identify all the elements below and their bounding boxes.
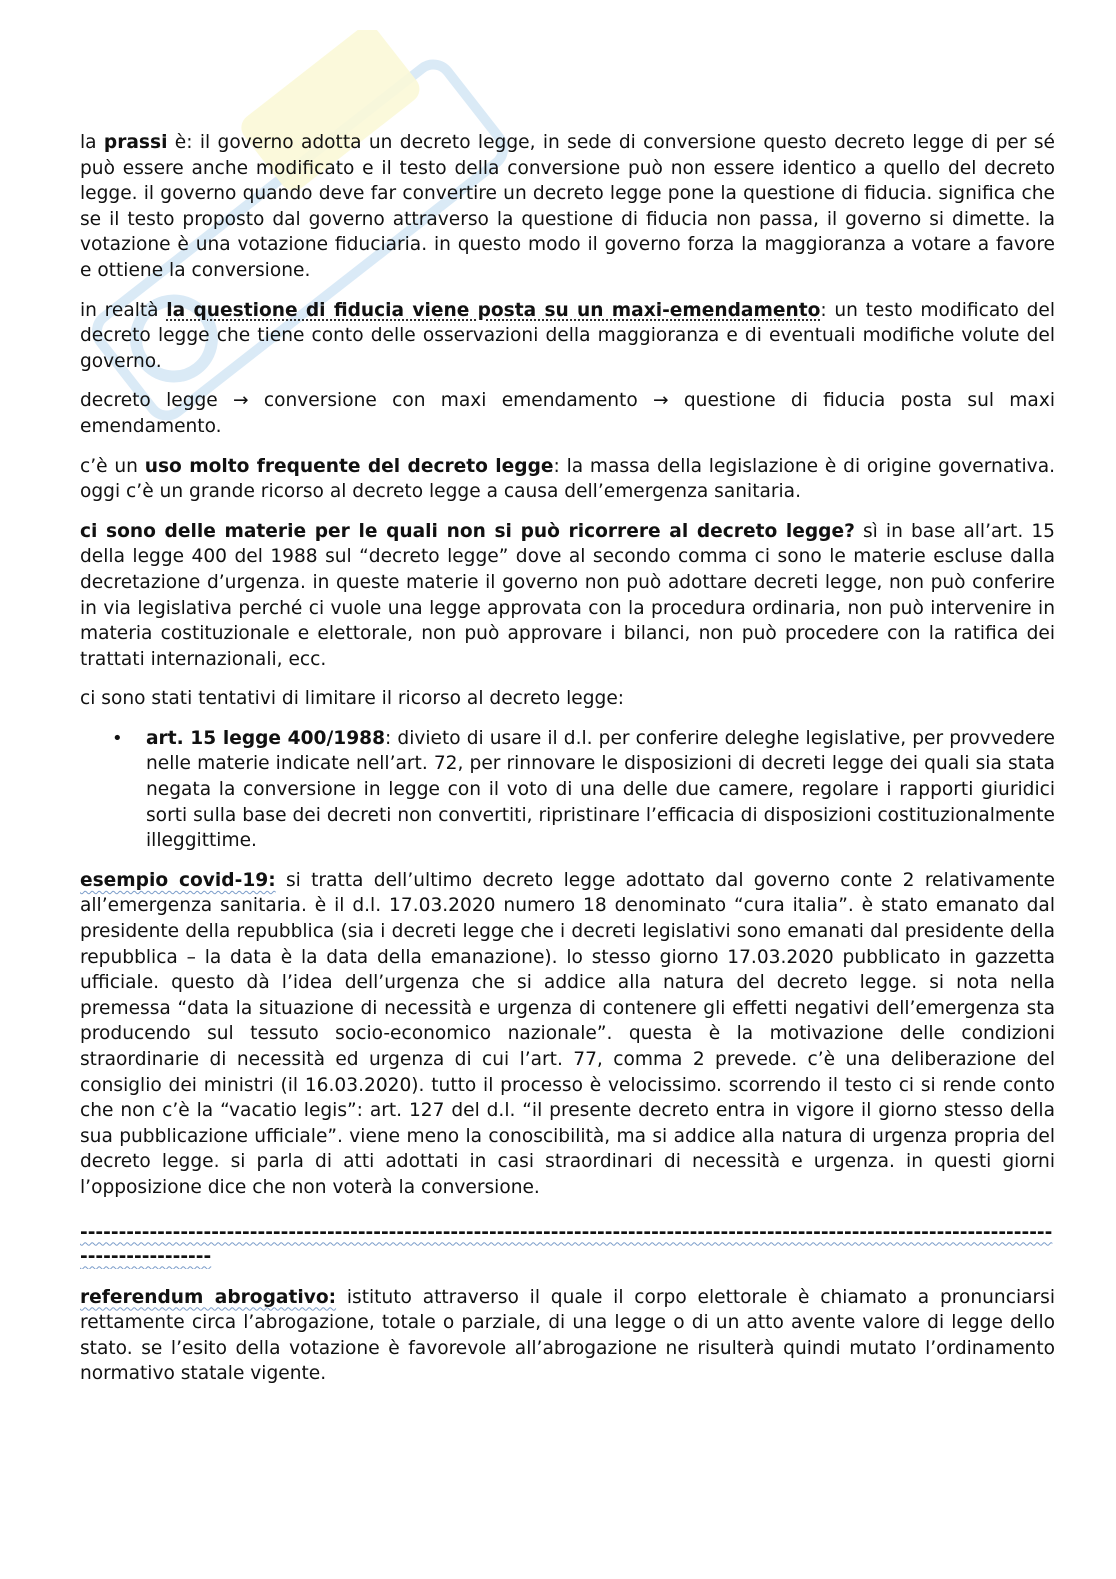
paragraph-tentativi — [80, 686, 1055, 712]
paragraph-referendum — [80, 1285, 1055, 1387]
bold-term-esempio-covid: esempio covid-19: — [80, 869, 276, 891]
text: : la massa della legislazione è di origine governativa. oggi c’è un grande ricorso al decreto legge a causa dell’emergenza sanitaria. — [80, 455, 1055, 503]
paragraph-prassi — [80, 130, 1055, 284]
bold-term-prassi: prassi — [103, 132, 168, 153]
text: c’è un — [80, 455, 145, 477]
separator-line: ----------------------------------------------------------------------------------------------------------------------------------------------- — [80, 1221, 1053, 1267]
bold-term-uso-frequente: uso molto frequente del decreto legge — [144, 455, 554, 477]
text: in realtà — [80, 299, 167, 321]
bullet-list — [80, 726, 1055, 854]
list-item — [80, 726, 1055, 854]
paragraph-uso-frequente — [80, 454, 1055, 505]
text: istituto attraverso il quale il corpo elettorale è chiamato a pronunciarsi rettamente circa l’abrogazione, totale o parziale, di una legge o di un atto avente valore di legge dello stato. se l’esito della votazione è favorevole all’abrogazione ne risulterà quindi mutato l’ordinamento normativo statale vigente. — [80, 1286, 1056, 1385]
text: decreto legge → conversione con maxi emendamento → questione di fiducia posta sul maxi emendamento. — [80, 390, 1055, 437]
text: ci sono stati tentativi di limitare il ricorso al decreto legge: — [80, 688, 625, 710]
text: : divieto di usare il d.l. per conferire deleghe legislative, per provvedere nelle materie indicate nell’art. 72, per rinnovare le disposizioni di decreti legge dei quali sia stata negata la conversione in legge con il voto di una delle due camere, regolare i rapporti giuridici sorti sulla base dei decreti non convertiti, ripristinare l’efficacia di disposizioni costituzionalmente illeggittime. — [146, 727, 1055, 852]
text: : un testo modificato del decreto legge che tiene conto delle osservazioni della maggioranza e di eventuali modifiche volute del governo. — [80, 299, 1055, 372]
bold-term-questione-di-fiducia: la questione di fiducia viene posta su un maxi-emendamento — [166, 299, 821, 321]
bullet-icon: • — [112, 727, 123, 749]
text: la — [80, 132, 104, 153]
bold-term-art15: art. 15 legge 400/1988 — [146, 727, 386, 749]
document-page — [80, 130, 1055, 1401]
paragraph-materie — [80, 519, 1055, 673]
paragraph-flow — [80, 388, 1055, 439]
paragraph-esempio-covid — [80, 868, 1055, 1201]
paragraph-maxi-emendamento — [80, 298, 1055, 375]
text: sì in base all’art. 15 della legge 400 del 1988 sul “decreto legge” dove al secondo comma ci sono le materie escluse dalla decretazione d’urgenza. in queste materie il governo non può adottare decreti legge, non può conferire in via legislativa perché ci vuole una legge approvata con la procedura ordinaria, non può intervenire in materia costituzionale e elettorale, non può approvare i bilanci, non può procedere con la ratifica dei trattati internazionali, ecc. — [80, 520, 1055, 670]
text: si tratta dell’ultimo decreto legge adottato dal governo conte 2 relativamente all’emergenza sanitaria. è il d.l. 17.03.2020 numero 18 denominato “cura italia”. è stato emanato dal presidente della repubblica (sia i decreti legge che i decreti legislativi sono emanati dal presidente della repubblica – la data è la data della emanazione). lo stesso giorno 17.03.2020 pubblicato in gazzetta ufficiale. questo dà l’idea dell’urgenza che si addice alla natura del decreto legge. si nota nella premessa “data la situazione di necessità e urgenza di contenere gli effetti negativi dell’emergenza sta producendo sul tessuto socio-economico nazionale”. questa è la motivazione delle condizioni straordinarie di necessità ed urgenza di cui l’art. 77, comma 2 prevede. c’è una deliberazione del consiglio dei ministri (il 16.03.2020). tutto il processo è velocissimo. scorrendo il testo ci si rende conto che non c’è la “vacatio legis”: art. 127 del d.l. “il presente decreto entra in vigore il giorno stesso della sua pubblicazione ufficiale”. viene meno la conoscibilità, ma si addice alla natura di urgenza propria del decreto legge. si parla di atti adottati in casi straordinari di necessità e urgenza. in questi giorni l’opposizione dice che non voterà la conversione. — [80, 869, 1055, 1198]
bold-term-referendum: referendum abrogativo: — [80, 1286, 337, 1308]
text: è: il governo adotta un decreto legge, in sede di conversione questo decreto legge di per sé può essere anche modificato e il testo della conversione può non essere identico a quello del decreto legge. il governo quando deve far convertire un decreto legge pone la questione di fiducia. significa che se il testo proposto dal governo attraverso la questione di fiducia non passa, il governo si dimette. la votazione è una votazione fiduciaria. in questo modo il governo forza la maggioranza a votare a favore e ottiene la conversione. — [80, 132, 1055, 281]
bold-question-materie: ci sono delle materie per le quali non si può ricorrere al decreto legge? — [80, 520, 855, 542]
